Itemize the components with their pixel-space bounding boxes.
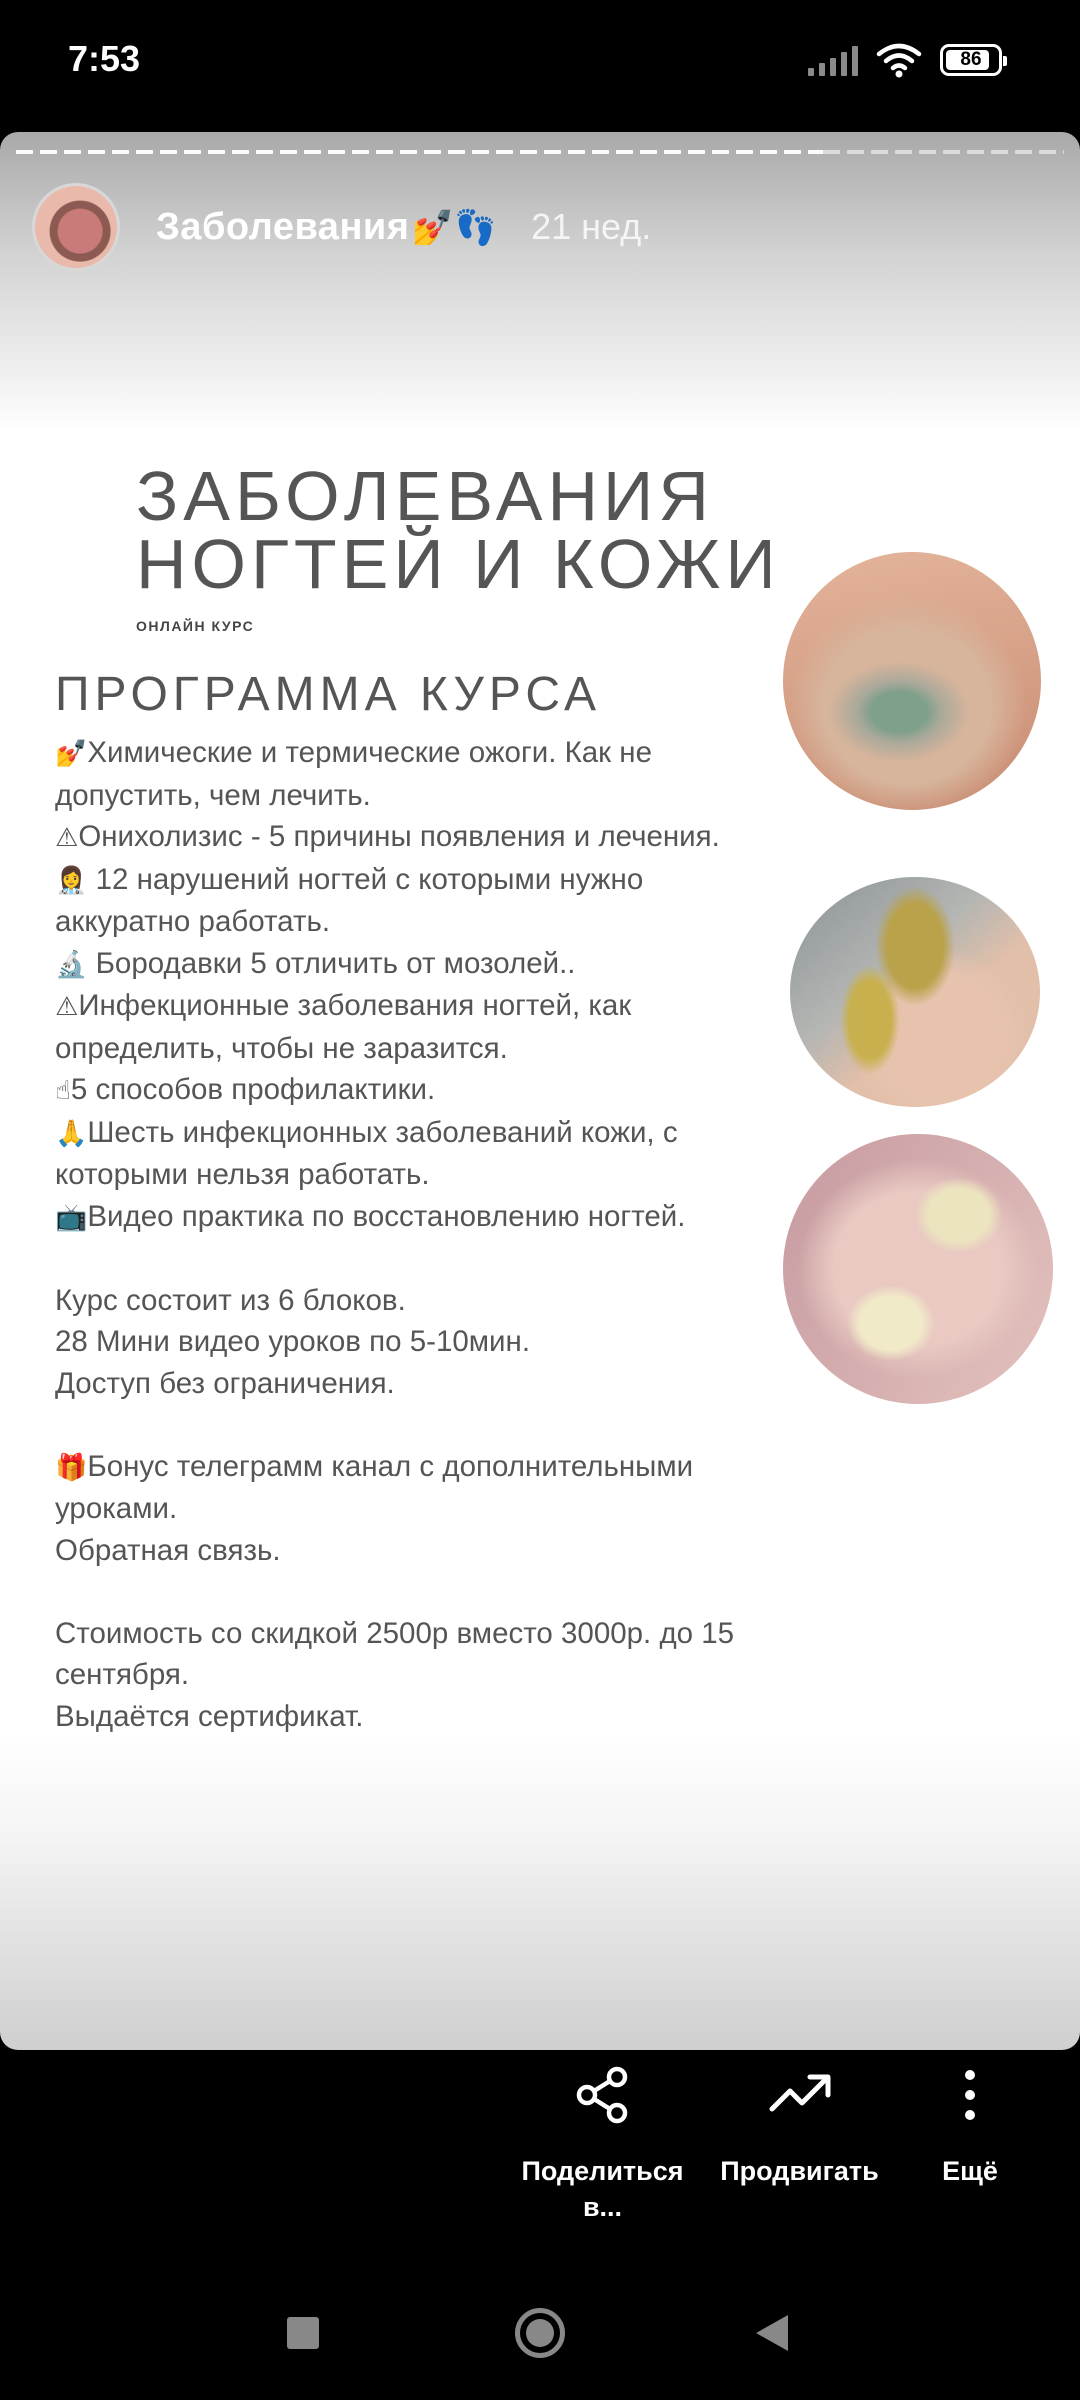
info-line: Доступ без ограничения. (55, 1366, 395, 1400)
home-button[interactable] (515, 2308, 565, 2358)
title-line-1: ЗАБОЛЕВАНИЯ (136, 457, 714, 535)
nail-photo-white (783, 1134, 1053, 1404)
program-heading: ПРОГРАММА КУРСА (55, 668, 602, 721)
story-header (32, 182, 651, 272)
share-button[interactable] (510, 2055, 695, 2225)
status-time: 7:53 (68, 38, 141, 79)
recents-button[interactable] (287, 2317, 319, 2349)
story-card[interactable] (0, 132, 1080, 2050)
title-line-2: НОГТЕЙ И КОЖИ (136, 525, 781, 603)
status-icons (808, 40, 1002, 80)
course-item: ⚠Инфекционные заболевания ногтей, как (55, 989, 632, 1022)
course-item: которыми нельзя работать. (55, 1158, 430, 1191)
wifi-icon (876, 42, 922, 78)
course-item: допустить, чем лечить. (55, 778, 371, 812)
course-item: ⚠Онихолизис - 5 причины появления и лечения. (55, 820, 720, 853)
avatar[interactable] (32, 183, 120, 271)
course-item: ☝5 способов профилактики. (55, 1073, 436, 1106)
course-subtitle: ОНЛАЙН КУРС (136, 618, 255, 634)
navigation-bar (0, 2300, 1080, 2370)
more-label: Ещё (942, 2156, 998, 2186)
author-name[interactable]: Заболевания💅👣 (156, 205, 498, 248)
course-item: 📺Видео практика по восстановлению ногтей. (55, 1199, 686, 1233)
gift-icon: 🎁 (55, 1451, 88, 1482)
more-vertical-icon (958, 2065, 982, 2125)
course-item: 💅Химические и термические ожоги. Как не (55, 736, 652, 769)
course-title (136, 457, 781, 634)
story-progress-remaining (823, 150, 1064, 154)
course-item: 🙏Шесть инфекционных заболеваний кожи, с (55, 1115, 678, 1149)
course-item: аккуратно работать. (55, 905, 331, 938)
promote-label: Продвигать (720, 2156, 879, 2186)
price-line: Стоимость со скидкой 2500р вместо 3000р. до 15 (55, 1616, 735, 1650)
post-time: 21 нед. (531, 206, 652, 247)
bonus-line: Обратная связь. (55, 1533, 281, 1567)
price-line: Выдаётся сертификат. (55, 1699, 364, 1733)
bonus-line: уроками. (55, 1492, 178, 1525)
battery-level: 86 (960, 49, 982, 70)
share-label: Поделиться в... (521, 2156, 684, 2222)
course-description (55, 732, 835, 1737)
trending-up-icon (768, 2063, 832, 2127)
story-progress-bar (16, 150, 823, 154)
story-actions (0, 2055, 1080, 2255)
promote-button[interactable] (712, 2055, 887, 2189)
nail-photo-green (783, 552, 1041, 810)
course-item: определить, чтобы не заразится. (55, 1031, 508, 1065)
info-line: Курс состоит из 6 блоков. (55, 1283, 406, 1317)
bonus-line: 🎁Бонус телеграмм канал с дополнительными (55, 1446, 835, 1489)
status-bar (0, 0, 1080, 120)
course-item: 👩‍⚕️ 12 нарушений ногтей с которыми нужно (55, 862, 644, 896)
author-emoji: 💅👣 (411, 208, 498, 247)
battery-icon (940, 44, 1002, 76)
nail-photo-yellow (790, 877, 1040, 1107)
price-line: сентября. (55, 1658, 190, 1691)
info-line: 28 Мини видео уроков по 5-10мин. (55, 1325, 531, 1358)
signal-icon (808, 44, 858, 76)
course-item: 🔬 Бородавки 5 отличить от мозолей.. (55, 946, 576, 980)
share-icon (571, 2063, 635, 2127)
more-button[interactable] (915, 2055, 1025, 2189)
back-button[interactable] (756, 2315, 788, 2351)
